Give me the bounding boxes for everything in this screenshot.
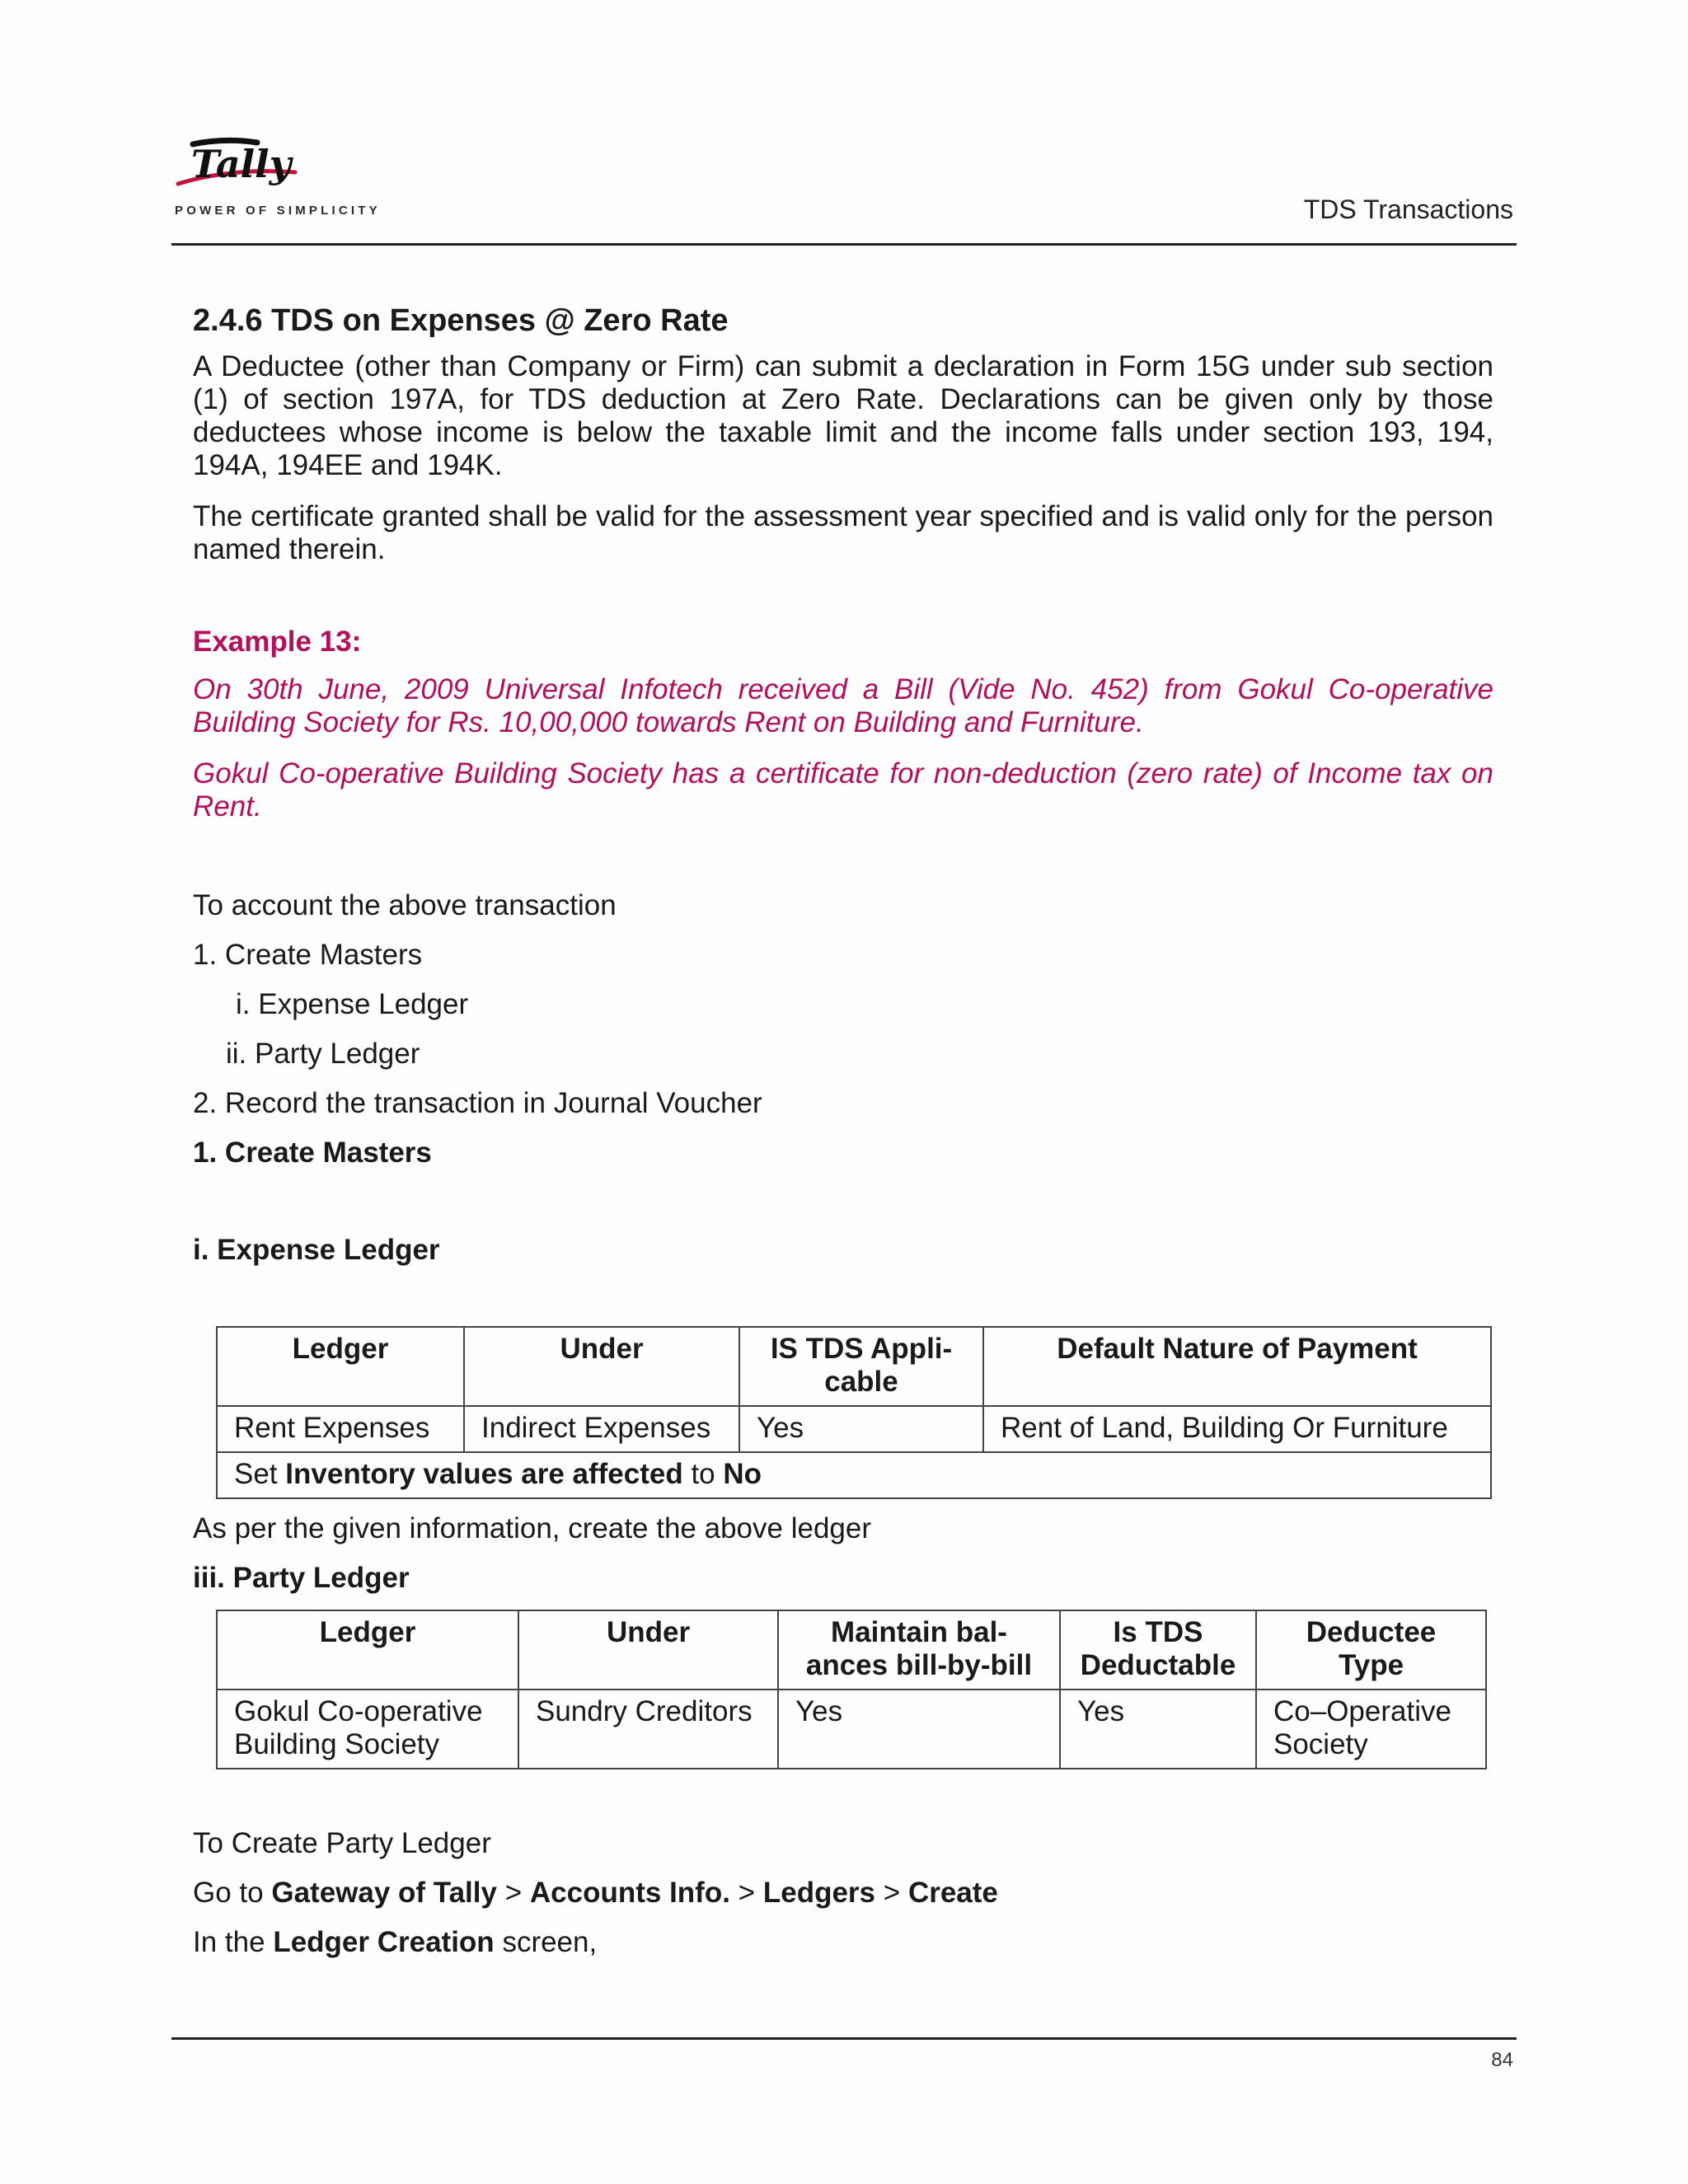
path-separator: > xyxy=(883,1877,901,1909)
path-gateway: Gateway of Tally xyxy=(271,1877,497,1909)
table-header-row xyxy=(217,1610,1486,1690)
expense-ledger-table xyxy=(216,1326,1492,1499)
table-row xyxy=(217,1690,1486,1769)
create-party-intro: To Create Party Ledger xyxy=(193,1827,491,1859)
table-cell: Indirect Expenses xyxy=(464,1406,739,1452)
example-text-1: On 30th June, 2009 Universal Infotech received a Bill (Vide No. 452) from Gokul Co-operative Building Society for Rs. 10,00,000 towards Rent on Building and Furniture. xyxy=(193,673,1493,738)
page-number: 84 xyxy=(1491,2049,1513,2071)
path-prefix: Go to xyxy=(193,1877,264,1909)
table-cell: Rent of Land, Building Or Furniture xyxy=(983,1406,1491,1452)
table-cell: Yes xyxy=(778,1690,1060,1769)
logo-wordmark: Tally xyxy=(191,142,292,186)
logo-tagline: POWER OF SIMPLICITY xyxy=(175,204,381,218)
tally-logo-mark xyxy=(175,136,298,195)
path-accounts-info: Accounts Info. xyxy=(529,1877,730,1909)
table-header: Ledger xyxy=(217,1327,464,1406)
screen-suffix: screen, xyxy=(502,1926,598,1958)
table-cell: Gokul Co-operative Building Society xyxy=(217,1690,518,1769)
note-text: to xyxy=(691,1458,715,1490)
ledger-creation-line xyxy=(193,1926,1493,1959)
table-header: Maintain bal-ances bill-by-bill xyxy=(778,1610,1060,1690)
navigation-path xyxy=(193,1877,1493,1910)
step-create-masters: 1. Create Masters xyxy=(193,939,423,971)
table-header: IS TDS Appli-cable xyxy=(739,1327,983,1406)
table-header: Under xyxy=(464,1327,739,1406)
table-row xyxy=(217,1406,1491,1452)
table-header: Under xyxy=(518,1610,778,1690)
table-cell: Co–Operative Society xyxy=(1256,1690,1486,1769)
footer-divider xyxy=(171,2037,1517,2040)
tally-logo xyxy=(175,136,381,227)
intro-paragraph: A Deductee (other than Company or Firm) can submit a declaration in Form 15G under sub section (1) of section 197A, for TDS deduction at Zero Rate. Declarations can be given only by those deductees whose income is below the taxable limit and the income falls under section 193, 194, 194A, 194EE and 194K. xyxy=(193,350,1493,481)
note-setting: Inventory values are affected xyxy=(285,1458,683,1490)
validity-paragraph: The certificate granted shall be valid for the assessment year specified and is valid only for the person named therein. xyxy=(193,500,1493,565)
heading-expense-ledger: i. Expense Ledger xyxy=(193,1234,440,1266)
example-text-2: Gokul Co-operative Building Society has a certificate for non-deduction (zero rate) of Income tax on Rent. xyxy=(193,757,1493,823)
path-separator: > xyxy=(738,1877,756,1909)
header-divider xyxy=(171,243,1517,246)
table-header: Ledger xyxy=(217,1610,518,1690)
party-ledger-table xyxy=(216,1610,1487,1769)
screen-name: Ledger Creation xyxy=(273,1926,495,1958)
table-cell: Yes xyxy=(1060,1690,1256,1769)
table-cell: Yes xyxy=(739,1406,983,1452)
steps-intro: To account the above transaction xyxy=(193,889,617,921)
after-expense-text: As per the given information, create the above ledger xyxy=(193,1512,871,1544)
heading-party-ledger: iii. Party Ledger xyxy=(193,1562,410,1594)
main-content xyxy=(193,303,1493,1975)
table-cell: Sundry Creditors xyxy=(518,1690,778,1769)
inventory-note xyxy=(217,1452,1491,1498)
table-header: Is TDS Deductable xyxy=(1060,1610,1256,1690)
step-expense-ledger: i. Expense Ledger xyxy=(236,988,469,1020)
step-party-ledger: ii. Party Ledger xyxy=(226,1038,420,1070)
table-header-row xyxy=(217,1327,1491,1406)
path-ledgers: Ledgers xyxy=(762,1877,876,1909)
table-header: Deductee Type xyxy=(1256,1610,1486,1690)
table-cell: Rent Expenses xyxy=(217,1406,464,1452)
path-separator: > xyxy=(504,1877,523,1909)
screen-prefix: In the xyxy=(193,1926,265,1958)
note-value: No xyxy=(723,1458,762,1490)
path-create: Create xyxy=(907,1877,998,1909)
heading-create-masters: 1. Create Masters xyxy=(193,1137,432,1169)
step-record-transaction: 2. Record the transaction in Journal Voucher xyxy=(193,1087,762,1119)
table-header: Default Nature of Payment xyxy=(983,1327,1491,1406)
chapter-title: TDS Transactions xyxy=(1303,194,1513,224)
table-note-row xyxy=(217,1452,1491,1498)
example-title: Example 13: xyxy=(193,626,362,658)
section-title: 2.4.6 TDS on Expenses @ Zero Rate xyxy=(193,303,729,338)
note-text: Set xyxy=(234,1458,278,1490)
